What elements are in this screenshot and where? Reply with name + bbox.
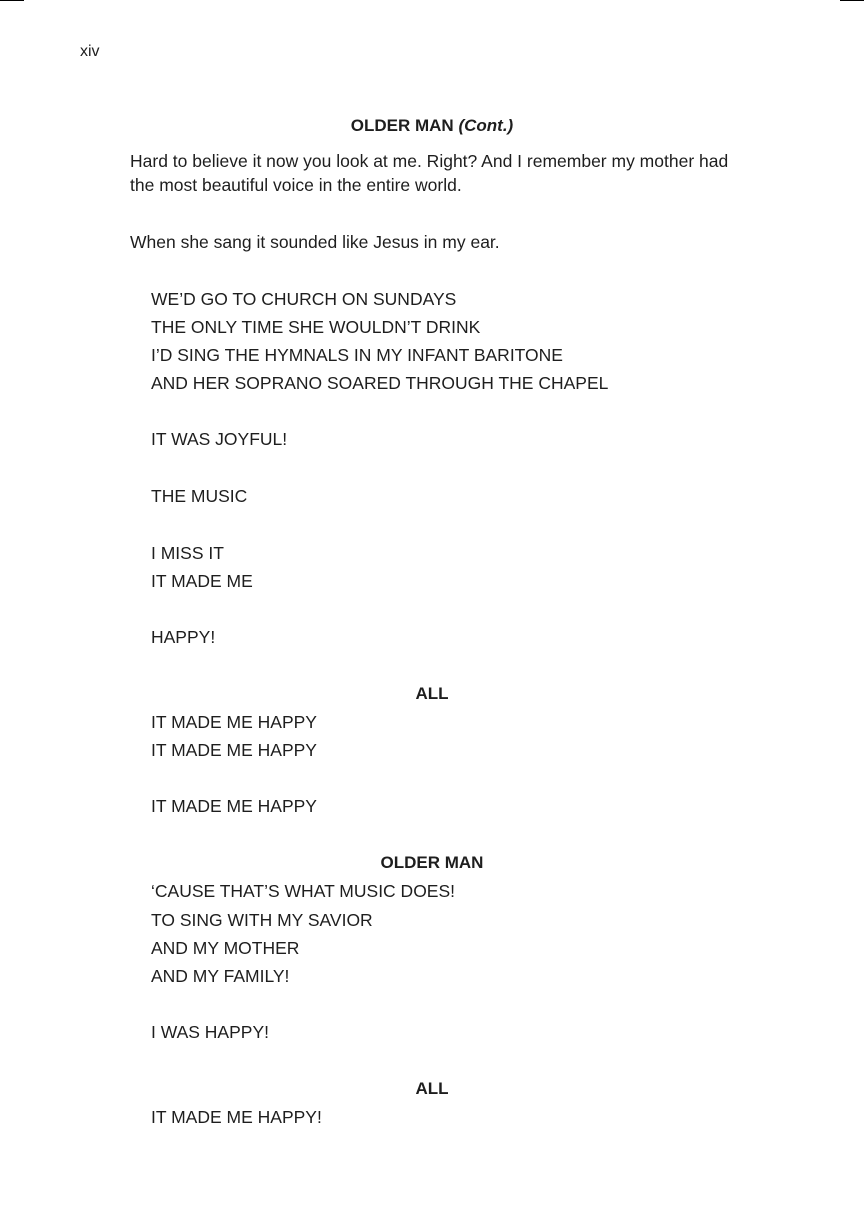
lyric-line: AND HER SOPRANO SOARED THROUGH THE CHAPEL xyxy=(151,373,609,393)
lyric-line: I MISS IT xyxy=(151,543,224,563)
dialogue-paragraph: When she sang it sounded like Jesus in my ear. xyxy=(130,232,500,252)
lyric-line: AND MY FAMILY! xyxy=(151,966,290,986)
lyric-line: IT MADE ME HAPPY! xyxy=(151,1107,322,1127)
speaker-name: OLDER MAN xyxy=(350,116,454,135)
speaker-continued: (Cont.) xyxy=(458,116,514,135)
lyric-line: IT WAS JOYFUL! xyxy=(151,429,288,449)
lyric-line: AND MY MOTHER xyxy=(151,938,300,958)
lyric-line: IT MADE ME HAPPY xyxy=(151,796,317,816)
page-number: xiv xyxy=(80,43,100,60)
speaker-heading-older-man: OLDER MAN xyxy=(380,853,484,872)
speaker-heading-all: ALL xyxy=(415,684,449,703)
lyric-line: IT MADE ME HAPPY xyxy=(151,712,317,732)
lyric-line: WE’D GO TO CHURCH ON SUNDAYS xyxy=(151,289,457,309)
lyric-line: HAPPY! xyxy=(151,627,216,647)
lyric-line: TO SING WITH MY SAVIOR xyxy=(151,910,373,930)
lyric-line: THE ONLY TIME SHE WOULDN’T DRINK xyxy=(151,317,481,337)
speaker-heading-older-man-cont xyxy=(0,115,864,137)
crop-mark-left xyxy=(0,0,24,1)
lyric-line: I WAS HAPPY! xyxy=(151,1022,269,1042)
lyric-line: IT MADE ME xyxy=(151,571,253,591)
lyric-line: IT MADE ME HAPPY xyxy=(151,740,317,760)
lyric-line: I’D SING THE HYMNALS IN MY INFANT BARITONE xyxy=(151,345,563,365)
lyric-line: THE MUSIC xyxy=(151,486,248,506)
speaker-heading-all: ALL xyxy=(415,1079,449,1098)
dialogue-paragraph: Hard to believe it now you look at me. Right? And I remember my mother had the most beautiful voice in the entire world. xyxy=(130,151,729,195)
crop-mark-right xyxy=(840,0,864,1)
lyric-line: ‘CAUSE THAT’S WHAT MUSIC DOES! xyxy=(151,881,456,901)
